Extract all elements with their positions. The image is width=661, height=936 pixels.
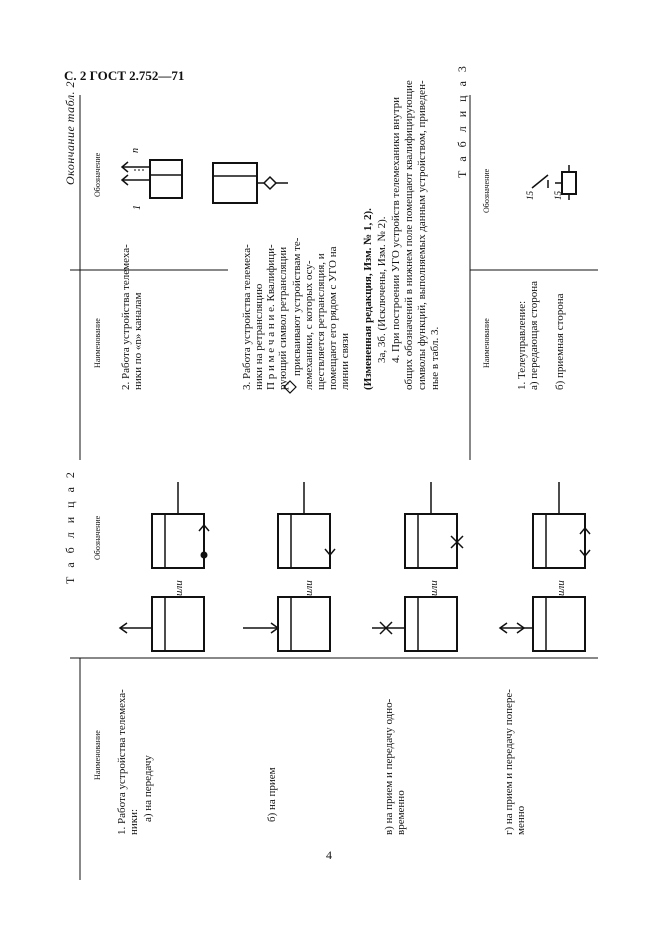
table3-col-name: Наименование (482, 318, 491, 368)
retransmit-symbol-icon (213, 163, 288, 203)
table3-code-1: 15 (525, 191, 535, 200)
n-label: n (130, 148, 141, 153)
table2-col-name: Наименование (93, 730, 102, 780)
table2-or-label: или (303, 580, 315, 596)
row3-line3: П р и м е ч а н и е. Квалифици- (265, 244, 277, 390)
row2-line2: ники по «n» каналам (132, 292, 144, 390)
row3-line8: помещают его рядом с УГО на (327, 246, 339, 390)
table2-row2-sub: б) на прием (266, 767, 278, 822)
page-number: 4 (326, 848, 332, 862)
receive-symbol-a-icon (243, 597, 330, 651)
table2-row4-line1: г) на прием и передачу попере- (503, 689, 515, 835)
duplex-symbol-b-icon (405, 482, 463, 568)
half-duplex-symbol-b-icon (533, 482, 590, 568)
half-duplex-symbol-a-icon (500, 597, 585, 651)
table3-code-2: 15 (553, 191, 563, 200)
row3-line2: ники на ретрансляцию (253, 283, 265, 390)
table2-end-col-symbol: Обозначение (93, 152, 102, 197)
table3-row1-line2: а) передающая сторона (528, 281, 540, 390)
table2-end-col-name: Наименование (93, 318, 102, 368)
note-4-line1: 4. При построении УГО устройств телемеханики внутри (390, 96, 402, 363)
n-channel-symbol-icon (122, 160, 182, 198)
retransmit-diamond-icon (284, 381, 296, 393)
note-changed: (Измененная редакция, Изм. № 1, 2). (362, 208, 374, 390)
table2-or-label: или (555, 580, 567, 596)
row3-line6: лемеханики, с которых осу- (303, 260, 315, 390)
table2-col-symbol: Обозначение (93, 515, 102, 560)
table2-row1-line1: 1. Работа устройства телемеха- (116, 689, 128, 835)
note-4-line4: ные в табл. 3. (429, 326, 441, 390)
table2-row1-sub: а) на передачу (142, 755, 154, 822)
table3-title: Т а б л и ц а 3 (455, 63, 469, 178)
one-label: 1 (132, 205, 143, 210)
row3-line5: присваивают устройствам те- (291, 237, 303, 376)
table2-row3-line1: в) на прием и передачу одно- (383, 698, 395, 835)
transmit-symbol-a-icon (120, 597, 204, 651)
receive-symbol-b-icon (278, 482, 335, 568)
table3-row1-line3: б) приемная сторона (554, 293, 566, 390)
table2-or-label: или (173, 580, 185, 596)
row3-line4: рующий символ ретрансляции (277, 246, 289, 390)
table2-or-label: или (428, 580, 440, 596)
table2-row3-line2: временно (395, 790, 407, 835)
transmit-symbol-b-icon (152, 482, 209, 568)
row2-line1: 2. Работа устройства телемеха- (120, 244, 132, 390)
remote-control-transmit-icon (525, 175, 548, 188)
page-header: С. 2 ГОСТ 2.752—71 (64, 68, 185, 83)
table3-row1-line1: 1. Телеуправление: (516, 300, 528, 390)
table2-row1-line2: ники: (128, 808, 140, 835)
table2-title: Т а б л и ц а 2 (63, 469, 77, 584)
note-excluded: 3а, 3б. (Исключены, Изм. № 2). (376, 216, 388, 363)
table2-end-title: Окончание табл. 2 (63, 80, 77, 185)
table2-row4-line2: менно (515, 805, 527, 835)
note-4-line2: общих обозначений в нижнем поле помещают квалифицирующие (403, 80, 415, 390)
duplex-symbol-a-icon (372, 597, 457, 651)
table3-col-symbol: Обозначение (482, 168, 491, 213)
row3-line7: ществляется ретрансляция, и (315, 253, 327, 390)
row3-line9: линии связи (339, 332, 351, 390)
row3-line1: 3. Работа устройства телемеха- (241, 244, 253, 390)
note-4-line3: символы функций, выполняемых данным устройством, приведен- (416, 80, 428, 390)
